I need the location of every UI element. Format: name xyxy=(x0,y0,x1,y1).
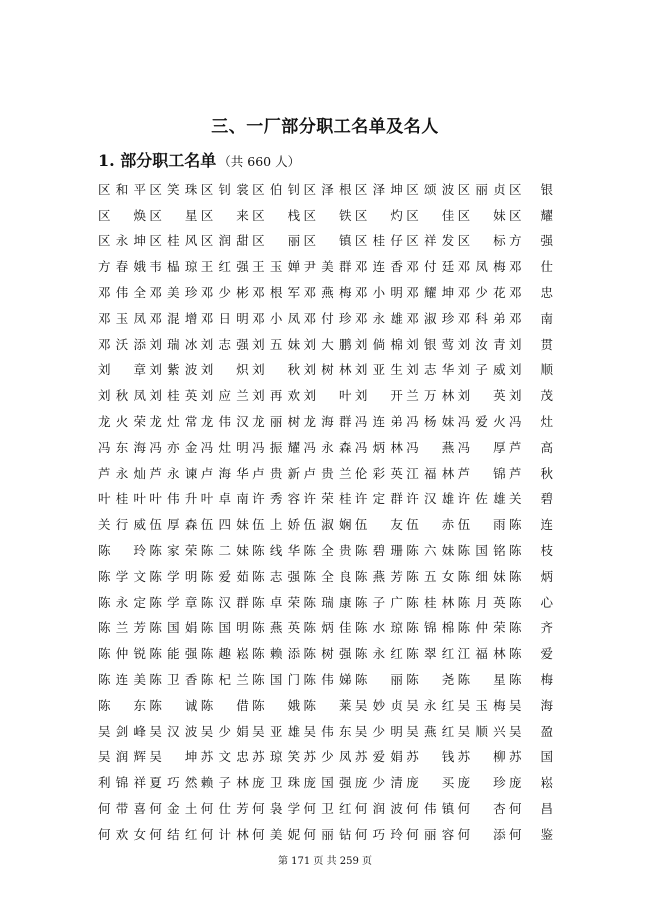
staff-name: 邓混增 xyxy=(149,310,198,326)
staff-name: 区 镇 xyxy=(303,233,352,249)
staff-name: 龙丽树 xyxy=(252,414,301,430)
staff-name: 吴润辉 xyxy=(98,749,146,765)
staff-name: 卢贵新 xyxy=(252,465,301,481)
staff-name-list xyxy=(98,176,553,847)
staff-name: 冯 燕 xyxy=(406,439,455,455)
staff-name: 韦榀琼 xyxy=(149,259,198,275)
staff-name: 伍 友 xyxy=(354,517,403,533)
staff-name: 刘志华 xyxy=(406,362,455,378)
staff-name: 邓少花 xyxy=(457,285,506,301)
name-row xyxy=(98,769,553,795)
staff-name: 陈学章 xyxy=(149,594,198,610)
name-row xyxy=(98,176,553,202)
staff-name: 区 丽 xyxy=(252,233,301,249)
name-row xyxy=(98,382,553,408)
name-row xyxy=(98,563,553,589)
staff-name: 何 添 xyxy=(457,826,506,842)
staff-name: 冯东海 xyxy=(98,439,146,455)
staff-name: 陈卫香 xyxy=(149,672,198,688)
staff-name: 陈连美 xyxy=(98,672,146,688)
staff-name: 区 来 xyxy=(200,207,249,223)
staff-name: 吴妙贞 xyxy=(354,697,403,713)
staff-name: 区 栈 xyxy=(252,207,301,223)
name-row xyxy=(98,408,553,434)
staff-name: 苏 国 xyxy=(509,749,553,765)
name-row xyxy=(98,615,553,641)
staff-name: 邓日明 xyxy=(200,310,249,326)
staff-name: 陈仲锐 xyxy=(98,646,146,662)
staff-name: 何 杏 xyxy=(457,801,506,817)
staff-name: 兰万林 xyxy=(406,388,455,404)
staff-name: 吴永红 xyxy=(406,697,455,713)
staff-name: 陈 心 xyxy=(509,594,553,610)
staff-name: 区钊裳 xyxy=(200,181,249,197)
staff-name: 陈 玲 xyxy=(98,543,146,559)
staff-name: 邓美珍 xyxy=(149,285,198,301)
staff-name: 刘再欢 xyxy=(252,388,301,404)
name-row xyxy=(98,486,553,512)
staff-name: 苏 柳 xyxy=(457,749,506,765)
staff-name: 区 铁 xyxy=(303,207,352,223)
staff-name: 庞 珍 xyxy=(457,775,506,791)
staff-name: 陈全贵 xyxy=(303,543,352,559)
staff-name: 区 妹 xyxy=(457,207,506,223)
staff-name: 刘 茂 xyxy=(509,388,553,404)
staff-name: 关 碧 xyxy=(509,491,553,507)
staff-name: 刘志强 xyxy=(200,336,249,352)
staff-name: 陈赖添 xyxy=(252,646,301,662)
staff-name: 何巧玲 xyxy=(354,826,403,842)
staff-name: 伍淑娴 xyxy=(303,517,352,533)
staff-name: 区 银 xyxy=(509,181,553,197)
staff-name: 何 鉴 xyxy=(509,826,553,842)
name-row xyxy=(98,821,553,847)
name-row xyxy=(98,666,553,692)
staff-name: 卢贵兰 xyxy=(303,465,352,481)
staff-name: 龙火荣 xyxy=(98,414,146,430)
staff-name: 苏 钱 xyxy=(406,749,455,765)
staff-name: 陈志强 xyxy=(252,568,301,584)
staff-name: 区泽坤 xyxy=(354,181,403,197)
staff-name: 刘五妹 xyxy=(252,336,301,352)
staff-name: 利锦祥 xyxy=(98,775,146,791)
staff-name: 冯 厚 xyxy=(457,439,506,455)
staff-name: 何丽钻 xyxy=(303,826,352,842)
staff-name: 吴燕红 xyxy=(406,723,455,739)
staff-name: 吴 盈 xyxy=(509,723,553,739)
staff-name: 陈爱茹 xyxy=(200,568,249,584)
staff-name: 叶伟升 xyxy=(149,491,198,507)
staff-name: 芦 高 xyxy=(509,439,553,455)
staff-name: 陈永红 xyxy=(354,646,403,662)
staff-name: 邓少彬 xyxy=(200,285,249,301)
staff-name: 刘亚生 xyxy=(354,362,403,378)
staff-name: 区 标 xyxy=(457,233,506,249)
staff-name: 陈 东 xyxy=(98,697,146,713)
staff-name: 吴少娟 xyxy=(200,723,249,739)
staff-name: 伍四妹 xyxy=(200,517,249,533)
staff-name: 区桂仔 xyxy=(354,233,403,249)
staff-name: 邓玉凤 xyxy=(98,310,146,326)
staff-name: 陈 爱 xyxy=(509,646,553,662)
staff-name: 吴 海 xyxy=(509,697,553,713)
name-row xyxy=(98,640,553,666)
staff-name: 何结红 xyxy=(149,826,198,842)
staff-name: 陈国铭 xyxy=(457,543,506,559)
staff-name: 何伟镇 xyxy=(406,801,455,817)
staff-name: 陈瑞康 xyxy=(303,594,352,610)
page-footer: 第 171 页 共 259 页 xyxy=(277,856,373,867)
staff-name: 芦 秋 xyxy=(509,465,553,481)
staff-name: 陈碧珊 xyxy=(354,543,403,559)
staff-name: 吴剑峰 xyxy=(98,723,146,739)
staff-name: 庞少清 xyxy=(354,775,403,791)
staff-name: 陈汉群 xyxy=(200,594,249,610)
staff-name: 刘 叶 xyxy=(303,388,352,404)
staff-name: 区伯钊 xyxy=(252,181,301,197)
staff-name: 陈水琼 xyxy=(354,620,403,636)
staff-name: 陈 莱 xyxy=(303,697,352,713)
staff-name: 区泽根 xyxy=(303,181,352,197)
staff-name: 邓连香 xyxy=(354,259,403,275)
staff-name: 陈月英 xyxy=(457,594,506,610)
staff-name: 邓永雄 xyxy=(354,310,403,326)
staff-name: 区润甜 xyxy=(200,233,249,249)
staff-name: 刘 贯 xyxy=(509,336,553,352)
staff-name: 邓淑珍 xyxy=(406,310,455,326)
staff-name: 陈 齐 xyxy=(509,620,553,636)
staff-name: 伍 雨 xyxy=(457,517,506,533)
staff-name: 邓 忠 xyxy=(509,285,553,301)
staff-name: 邓付珍 xyxy=(303,310,352,326)
staff-name: 邓凤梅 xyxy=(457,259,506,275)
staff-name: 苏琼笑 xyxy=(252,749,301,765)
staff-name: 区 灼 xyxy=(354,207,403,223)
staff-name: 冯亦金 xyxy=(149,439,198,455)
staff-name: 何卫红 xyxy=(303,801,352,817)
staff-name: 刘瑞冰 xyxy=(149,336,198,352)
name-row xyxy=(98,589,553,615)
staff-name: 陈学文 xyxy=(98,568,146,584)
staff-name: 刘汝青 xyxy=(457,336,506,352)
staff-name: 刘银莺 xyxy=(406,336,455,352)
staff-name: 王红强 xyxy=(200,259,249,275)
staff-name: 陈燕芳 xyxy=(354,568,403,584)
staff-name: 赖子林 xyxy=(200,775,249,791)
staff-name: 区桂风 xyxy=(149,233,198,249)
staff-name: 邓 南 xyxy=(509,310,553,326)
staff-name: 邓沃添 xyxy=(98,336,146,352)
staff-name: 刘树林 xyxy=(303,362,352,378)
staff-name: 陈永定 xyxy=(98,594,146,610)
staff-name: 区永坤 xyxy=(98,233,146,249)
staff-name: 陈卓荣 xyxy=(252,594,301,610)
staff-name: 冯永森 xyxy=(303,439,352,455)
staff-name: 区笑珠 xyxy=(149,181,198,197)
section-title: 三、一厂部分职工名单及名人 xyxy=(211,117,439,137)
name-row xyxy=(98,228,553,254)
staff-name: 邓科弟 xyxy=(457,310,506,326)
staff-name: 陈树强 xyxy=(303,646,352,662)
staff-name: 陈 娥 xyxy=(252,697,301,713)
staff-name: 庞国强 xyxy=(303,775,352,791)
name-row xyxy=(98,434,553,460)
staff-name: 苏爱娟 xyxy=(354,749,403,765)
staff-name: 何润波 xyxy=(354,801,403,817)
staff-name: 叶桂叶 xyxy=(98,491,146,507)
staff-name: 区 耀 xyxy=(509,207,553,223)
staff-name: 陈学明 xyxy=(149,568,198,584)
staff-name: 关行威 xyxy=(98,517,146,533)
staff-name: 陈六妹 xyxy=(406,543,455,559)
staff-name: 吴玉梅 xyxy=(457,697,506,713)
staff-name: 方 强 xyxy=(509,233,553,249)
staff-name: 陈国门 xyxy=(252,672,301,688)
staff-name: 伍厚森 xyxy=(149,517,198,533)
staff-name: 区 佳 xyxy=(406,207,455,223)
staff-name: 邓小凤 xyxy=(252,310,301,326)
staff-name: 邓小明 xyxy=(354,285,403,301)
staff-name: 陈全良 xyxy=(303,568,352,584)
name-row xyxy=(98,357,553,383)
staff-name: 冯连弟 xyxy=(354,414,403,430)
staff-name: 龙伟汉 xyxy=(200,414,249,430)
staff-name: 冯炳林 xyxy=(354,439,403,455)
staff-name: 陈能强 xyxy=(149,646,198,662)
name-row xyxy=(98,202,553,228)
staff-name: 何金土 xyxy=(149,801,198,817)
staff-name: 刘 章 xyxy=(98,362,146,378)
staff-name: 芦 锦 xyxy=(457,465,506,481)
staff-name: 陈燕英 xyxy=(252,620,301,636)
name-row xyxy=(98,718,553,744)
staff-name: 陈国娟 xyxy=(149,620,198,636)
staff-name: 陈锦棉 xyxy=(406,620,455,636)
staff-name: 庞卫珠 xyxy=(252,775,301,791)
staff-name: 叶卓南 xyxy=(200,491,249,507)
name-row xyxy=(98,537,553,563)
staff-name: 陈趣崧 xyxy=(200,646,249,662)
staff-name: 吴亚雄 xyxy=(252,723,301,739)
staff-name: 陈兰芳 xyxy=(98,620,146,636)
staff-name: 刘 炽 xyxy=(200,362,249,378)
name-row xyxy=(98,795,553,821)
staff-name: 吴汉波 xyxy=(149,723,198,739)
staff-name: 刘秋凤 xyxy=(98,388,146,404)
staff-name: 吴伟东 xyxy=(303,723,352,739)
staff-name: 许荣桂 xyxy=(303,491,352,507)
staff-name: 方春娥 xyxy=(98,259,146,275)
staff-name: 邓伟全 xyxy=(98,285,146,301)
staff-name: 何 昌 xyxy=(509,801,553,817)
staff-name: 区颂波 xyxy=(406,181,455,197)
staff-name: 何欢女 xyxy=(98,826,146,842)
staff-name: 区和平 xyxy=(98,181,146,197)
staff-name: 许定群 xyxy=(354,491,403,507)
staff-name: 何丽容 xyxy=(406,826,455,842)
subsection-heading xyxy=(98,148,300,171)
staff-name: 冯灶明 xyxy=(200,439,249,455)
staff-name: 区 星 xyxy=(149,207,198,223)
staff-name: 邓付廷 xyxy=(406,259,455,275)
headcount-note: （共 660 人） xyxy=(218,154,301,169)
staff-name: 陈翠红 xyxy=(406,646,455,662)
staff-name: 庞 买 xyxy=(406,775,455,791)
staff-name: 陈桂林 xyxy=(406,594,455,610)
staff-name: 何仕芳 xyxy=(200,801,249,817)
name-row xyxy=(98,279,553,305)
staff-name: 夏巧然 xyxy=(149,775,198,791)
staff-name: 陈 连 xyxy=(509,517,553,533)
staff-name: 苏文忠 xyxy=(200,749,249,765)
name-row xyxy=(98,305,553,331)
staff-name: 何带喜 xyxy=(98,801,146,817)
staff-name: 陈二妹 xyxy=(200,543,249,559)
staff-name: 陈 尧 xyxy=(406,672,455,688)
staff-name: 吴少明 xyxy=(354,723,403,739)
staff-name: 伦彩英 xyxy=(354,465,403,481)
staff-name: 刘 开 xyxy=(354,388,403,404)
staff-name: 刘应兰 xyxy=(200,388,249,404)
staff-name: 吴 坤 xyxy=(149,749,198,765)
staff-name: 陈 借 xyxy=(200,697,249,713)
staff-name: 伍上娇 xyxy=(252,517,301,533)
staff-name: 王玉婵 xyxy=(252,259,301,275)
staff-name: 区祥发 xyxy=(406,233,455,249)
name-row xyxy=(98,511,553,537)
staff-name: 冯 灶 xyxy=(509,414,553,430)
staff-name: 邓燕梅 xyxy=(303,285,352,301)
staff-name: 江福林 xyxy=(406,465,455,481)
staff-name: 陈炳佳 xyxy=(303,620,352,636)
staff-name: 龙海群 xyxy=(303,414,352,430)
staff-name: 陈 梅 xyxy=(509,672,553,688)
staff-name: 何计林 xyxy=(200,826,249,842)
staff-name: 刘桂英 xyxy=(149,388,198,404)
staff-name: 邓 仕 xyxy=(509,259,553,275)
name-row xyxy=(98,253,553,279)
staff-name: 陈 炳 xyxy=(509,568,553,584)
staff-name: 陈家荣 xyxy=(149,543,198,559)
staff-name: 陈 诚 xyxy=(149,697,198,713)
staff-name: 尹美群 xyxy=(303,259,352,275)
staff-name: 陈 丽 xyxy=(354,672,403,688)
staff-name: 陈线华 xyxy=(252,543,301,559)
staff-name: 刘 秋 xyxy=(252,362,301,378)
staff-name: 许秀容 xyxy=(252,491,301,507)
name-row xyxy=(98,331,553,357)
staff-name: 庞 崧 xyxy=(509,775,553,791)
staff-name: 刘 顺 xyxy=(509,362,553,378)
staff-name: 冯爱火 xyxy=(457,414,506,430)
staff-name: 苏少凤 xyxy=(303,749,352,765)
staff-name: 伍 赤 xyxy=(406,517,455,533)
staff-name: 刘倘棉 xyxy=(354,336,403,352)
staff-name: 陈 枝 xyxy=(509,543,553,559)
staff-name: 龙灶常 xyxy=(149,414,198,430)
subsection-heading-text: 1. 部分职工名单 xyxy=(98,151,217,170)
name-row xyxy=(98,460,553,486)
staff-name: 陈 星 xyxy=(457,672,506,688)
staff-name: 冯杨妹 xyxy=(406,414,455,430)
staff-name: 吴顺兴 xyxy=(457,723,506,739)
staff-name: 刘紫波 xyxy=(149,362,198,378)
name-row xyxy=(98,744,553,770)
staff-name: 陈杞兰 xyxy=(200,672,249,688)
staff-name: 陈仲荣 xyxy=(457,620,506,636)
staff-name: 邓耀坤 xyxy=(406,285,455,301)
staff-name: 刘 英 xyxy=(457,388,506,404)
staff-name: 卢海华 xyxy=(200,465,249,481)
staff-name: 许汉雄 xyxy=(406,491,455,507)
staff-name: 陈细妹 xyxy=(457,568,506,584)
staff-name: 邓根军 xyxy=(252,285,301,301)
staff-name: 何美妮 xyxy=(252,826,301,842)
staff-name: 刘大鹏 xyxy=(303,336,352,352)
staff-name: 区丽贞 xyxy=(457,181,506,197)
staff-name: 江福林 xyxy=(457,646,506,662)
staff-name: 陈伟娣 xyxy=(303,672,352,688)
staff-name: 冯振耀 xyxy=(252,439,301,455)
staff-name: 芦永谏 xyxy=(149,465,198,481)
staff-name: 何袅学 xyxy=(252,801,301,817)
staff-name: 陈五女 xyxy=(406,568,455,584)
staff-name: 陈子广 xyxy=(354,594,403,610)
staff-name: 陈国明 xyxy=(200,620,249,636)
staff-name: 许佐雄 xyxy=(457,491,506,507)
staff-name: 刘子威 xyxy=(457,362,506,378)
name-row xyxy=(98,692,553,718)
staff-name: 芦永灿 xyxy=(98,465,146,481)
staff-name: 区 焕 xyxy=(98,207,146,223)
